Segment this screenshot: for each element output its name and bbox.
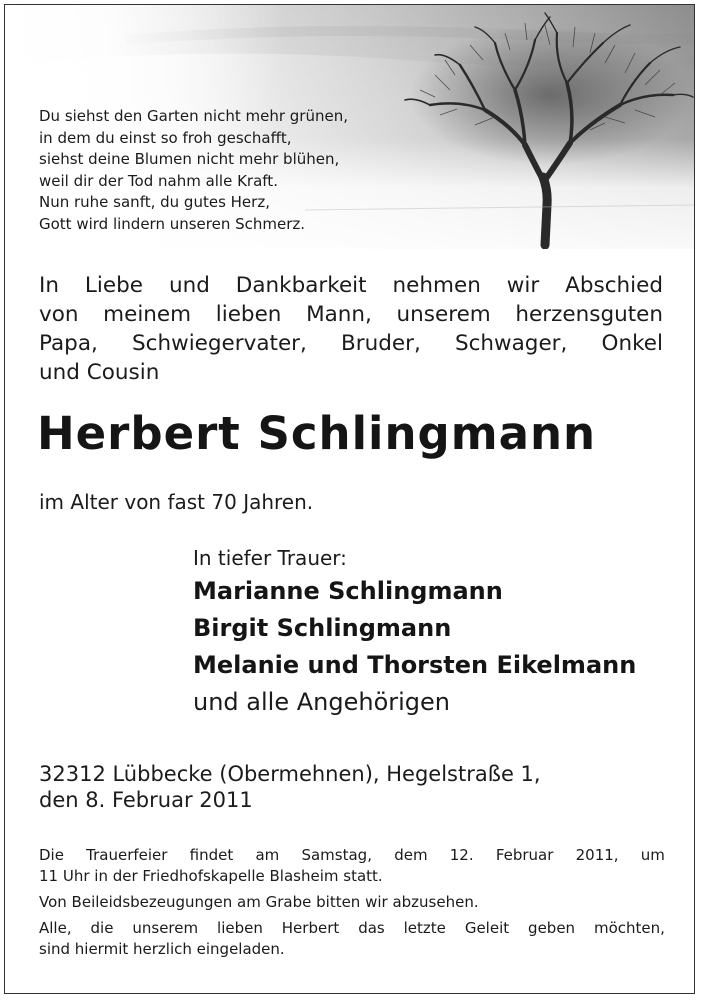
note-word: Trauerfeier bbox=[86, 846, 168, 864]
mourner-name: Birgit Schlingmann bbox=[193, 614, 452, 642]
intro-word: und bbox=[168, 273, 210, 298]
intro-word: Dankbarkeit bbox=[235, 273, 367, 298]
note-word: um bbox=[640, 846, 665, 864]
notes-block bbox=[39, 845, 665, 965]
intro-line bbox=[39, 300, 663, 329]
mourners-label: In tiefer Trauer: bbox=[193, 546, 347, 570]
intro-line bbox=[39, 271, 663, 300]
mourners-block bbox=[193, 543, 673, 720]
note-word: 12. bbox=[449, 846, 474, 864]
note-word: Geleit bbox=[464, 919, 510, 937]
intro-word: meinem bbox=[103, 302, 192, 327]
intro-word: unserem bbox=[396, 302, 491, 327]
date-line: den 8. Februar 2011 bbox=[39, 788, 253, 812]
intro-word: Liebe bbox=[84, 273, 143, 298]
note-line: sind hiermit herzlich eingeladen. bbox=[39, 940, 285, 958]
note-line: 11 Uhr in der Friedhofskapelle Blasheim statt. bbox=[39, 867, 383, 885]
mourners-others: und alle Angehörigen bbox=[193, 688, 450, 716]
intro-word: Schwiegervater, bbox=[132, 331, 307, 356]
intro-word: Bruder, bbox=[341, 331, 421, 356]
poem-line: Du siehst den Garten nicht mehr grünen, bbox=[39, 107, 348, 125]
condolence-note: Von Beileidsbezeugungen am Grabe bitten wir abzusehen. bbox=[39, 893, 479, 911]
poem-line: Nun ruhe sanft, du gutes Herz, bbox=[39, 193, 270, 211]
intro-word: Papa, bbox=[39, 331, 98, 356]
deceased-name: Herbert Schlingmann bbox=[37, 407, 597, 460]
farewell-note bbox=[39, 918, 665, 960]
intro-word: wir bbox=[506, 273, 540, 298]
poem bbox=[39, 106, 479, 235]
note-word: lieben bbox=[217, 919, 263, 937]
intro-word: nehmen bbox=[392, 273, 481, 298]
note-line bbox=[39, 845, 665, 866]
address-block bbox=[39, 761, 541, 813]
note-word: geben bbox=[528, 919, 576, 937]
intro-word: lieben bbox=[215, 302, 282, 327]
intro-word: Onkel bbox=[601, 331, 663, 356]
intro-line: und Cousin bbox=[39, 360, 160, 385]
poem-line: weil dir der Tod nahm alle Kraft. bbox=[39, 171, 278, 190]
address-line: 32312 Lübbecke (Obermehnen), Hegelstraße 1, bbox=[39, 762, 541, 786]
intro-text bbox=[39, 271, 663, 387]
note-word: das bbox=[358, 919, 385, 937]
age-text: im Alter von fast 70 Jahren. bbox=[39, 490, 314, 514]
note-word: dem bbox=[394, 846, 428, 864]
intro-word: von bbox=[39, 302, 79, 327]
mourner-name: Marianne Schlingmann bbox=[193, 577, 503, 605]
intro-word: Schwager, bbox=[454, 331, 568, 356]
note-word: am bbox=[255, 846, 280, 864]
note-word: möchten, bbox=[593, 919, 665, 937]
intro-word: Abschied bbox=[565, 273, 663, 298]
note-word: findet bbox=[189, 846, 234, 864]
ceremony-note bbox=[39, 845, 665, 887]
note-line bbox=[39, 918, 665, 939]
note-word: Alle, bbox=[39, 919, 72, 937]
note-word: 2011, bbox=[575, 846, 619, 864]
intro-word: herzensguten bbox=[515, 302, 663, 327]
note-word: letzte bbox=[403, 919, 446, 937]
note-word: Herbert bbox=[281, 919, 340, 937]
poem-line: in dem du einst so froh geschafft, bbox=[39, 128, 292, 147]
obituary-notice bbox=[4, 4, 695, 994]
note-word: die bbox=[90, 919, 114, 937]
poem-line: Gott wird lindern unseren Schmerz. bbox=[39, 214, 306, 233]
intro-line bbox=[39, 329, 663, 358]
note-word: unserem bbox=[132, 919, 199, 937]
note-word: Februar bbox=[495, 846, 554, 864]
note-word: Die bbox=[39, 846, 64, 864]
poem-line: siehst deine Blumen nicht mehr blühen, bbox=[39, 150, 340, 168]
note-word: Samstag, bbox=[301, 846, 372, 864]
intro-word: In bbox=[39, 273, 59, 298]
mourner-name: Melanie und Thorsten Eikelmann bbox=[193, 651, 637, 679]
intro-word: Mann, bbox=[306, 302, 372, 327]
